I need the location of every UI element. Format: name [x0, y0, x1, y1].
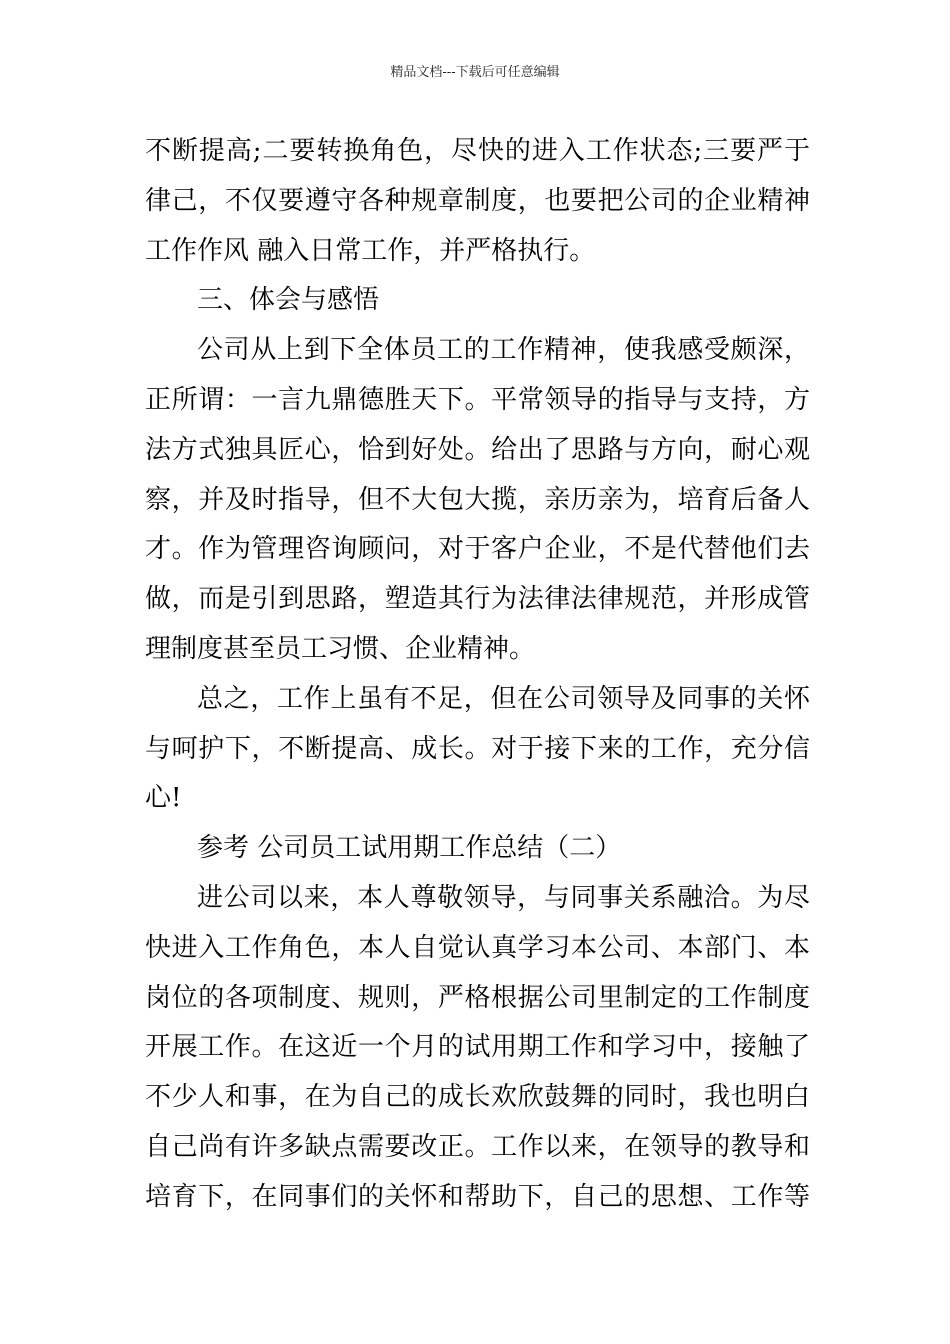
- paragraph-line: 自己尚有许多缺点需要改正。工作以来，在领导的教导和: [145, 1131, 810, 1162]
- paragraph-line: 不断提高;二要转换角色，尽快的进入工作状态;三要严于: [145, 136, 810, 166]
- paragraph-line: 律己，不仅要遵守各种规章制度，也要把公司的企业精神: [145, 185, 810, 216]
- paragraph-line: 开展工作。在这近一个月的试用期工作和学习中，接触了: [145, 1032, 810, 1063]
- paragraph-line: 正所谓：一言九鼎德胜天下。平常领导的指导与支持，方: [145, 384, 810, 415]
- paragraph-line: 进公司以来，本人尊敬领导，与同事关系融洽。为尽: [197, 882, 810, 913]
- paragraph-line: 理制度甚至员工习惯、企业精神。: [145, 633, 536, 664]
- paragraph-line: 总之，工作上虽有不足，但在公司领导及同事的关怀: [197, 683, 810, 714]
- paragraph-line: 做，而是引到思路，塑造其行为法律法律规范，并形成管: [145, 584, 810, 615]
- section-heading: 参考 公司员工试用期工作总结（二）: [197, 833, 622, 864]
- paragraph-line: 培育下，在同事们的关怀和帮助下，自己的思想、工作等: [145, 1181, 810, 1212]
- section-heading: 三、体会与感悟: [197, 285, 380, 316]
- paragraph-line: 快进入工作角色，本人自觉认真学习本公司、本部门、本: [145, 932, 810, 963]
- paragraph-line: 法方式独具匠心，恰到好处。给出了思路与方向，耐心观: [145, 434, 810, 465]
- paragraph-line: 与呵护下，不断提高、成长。对于接下来的工作，充分信: [145, 733, 810, 764]
- page-header: 精品文档---下载后可任意编辑: [390, 65, 560, 80]
- paragraph-line: 岗位的各项制度、规则，严格根据公司里制定的工作制度: [145, 982, 810, 1013]
- document-body: [145, 127, 810, 1223]
- paragraph-line: 工作作风 融入日常工作，并严格执行。: [145, 235, 596, 266]
- paragraph-line: 察，并及时指导，但不大包大揽，亲历亲为，培育后备人: [145, 484, 810, 515]
- paragraph-line: 不少人和事，在为自己的成长欢欣鼓舞的同时，我也明白: [145, 1082, 810, 1113]
- paragraph-line: 公司从上到下全体员工的工作精神，使我感受颇深，: [197, 335, 810, 366]
- paragraph-line: 心!: [145, 783, 182, 814]
- paragraph-line: 才。作为管理咨询顾问，对于客户企业，不是代替他们去: [145, 534, 810, 565]
